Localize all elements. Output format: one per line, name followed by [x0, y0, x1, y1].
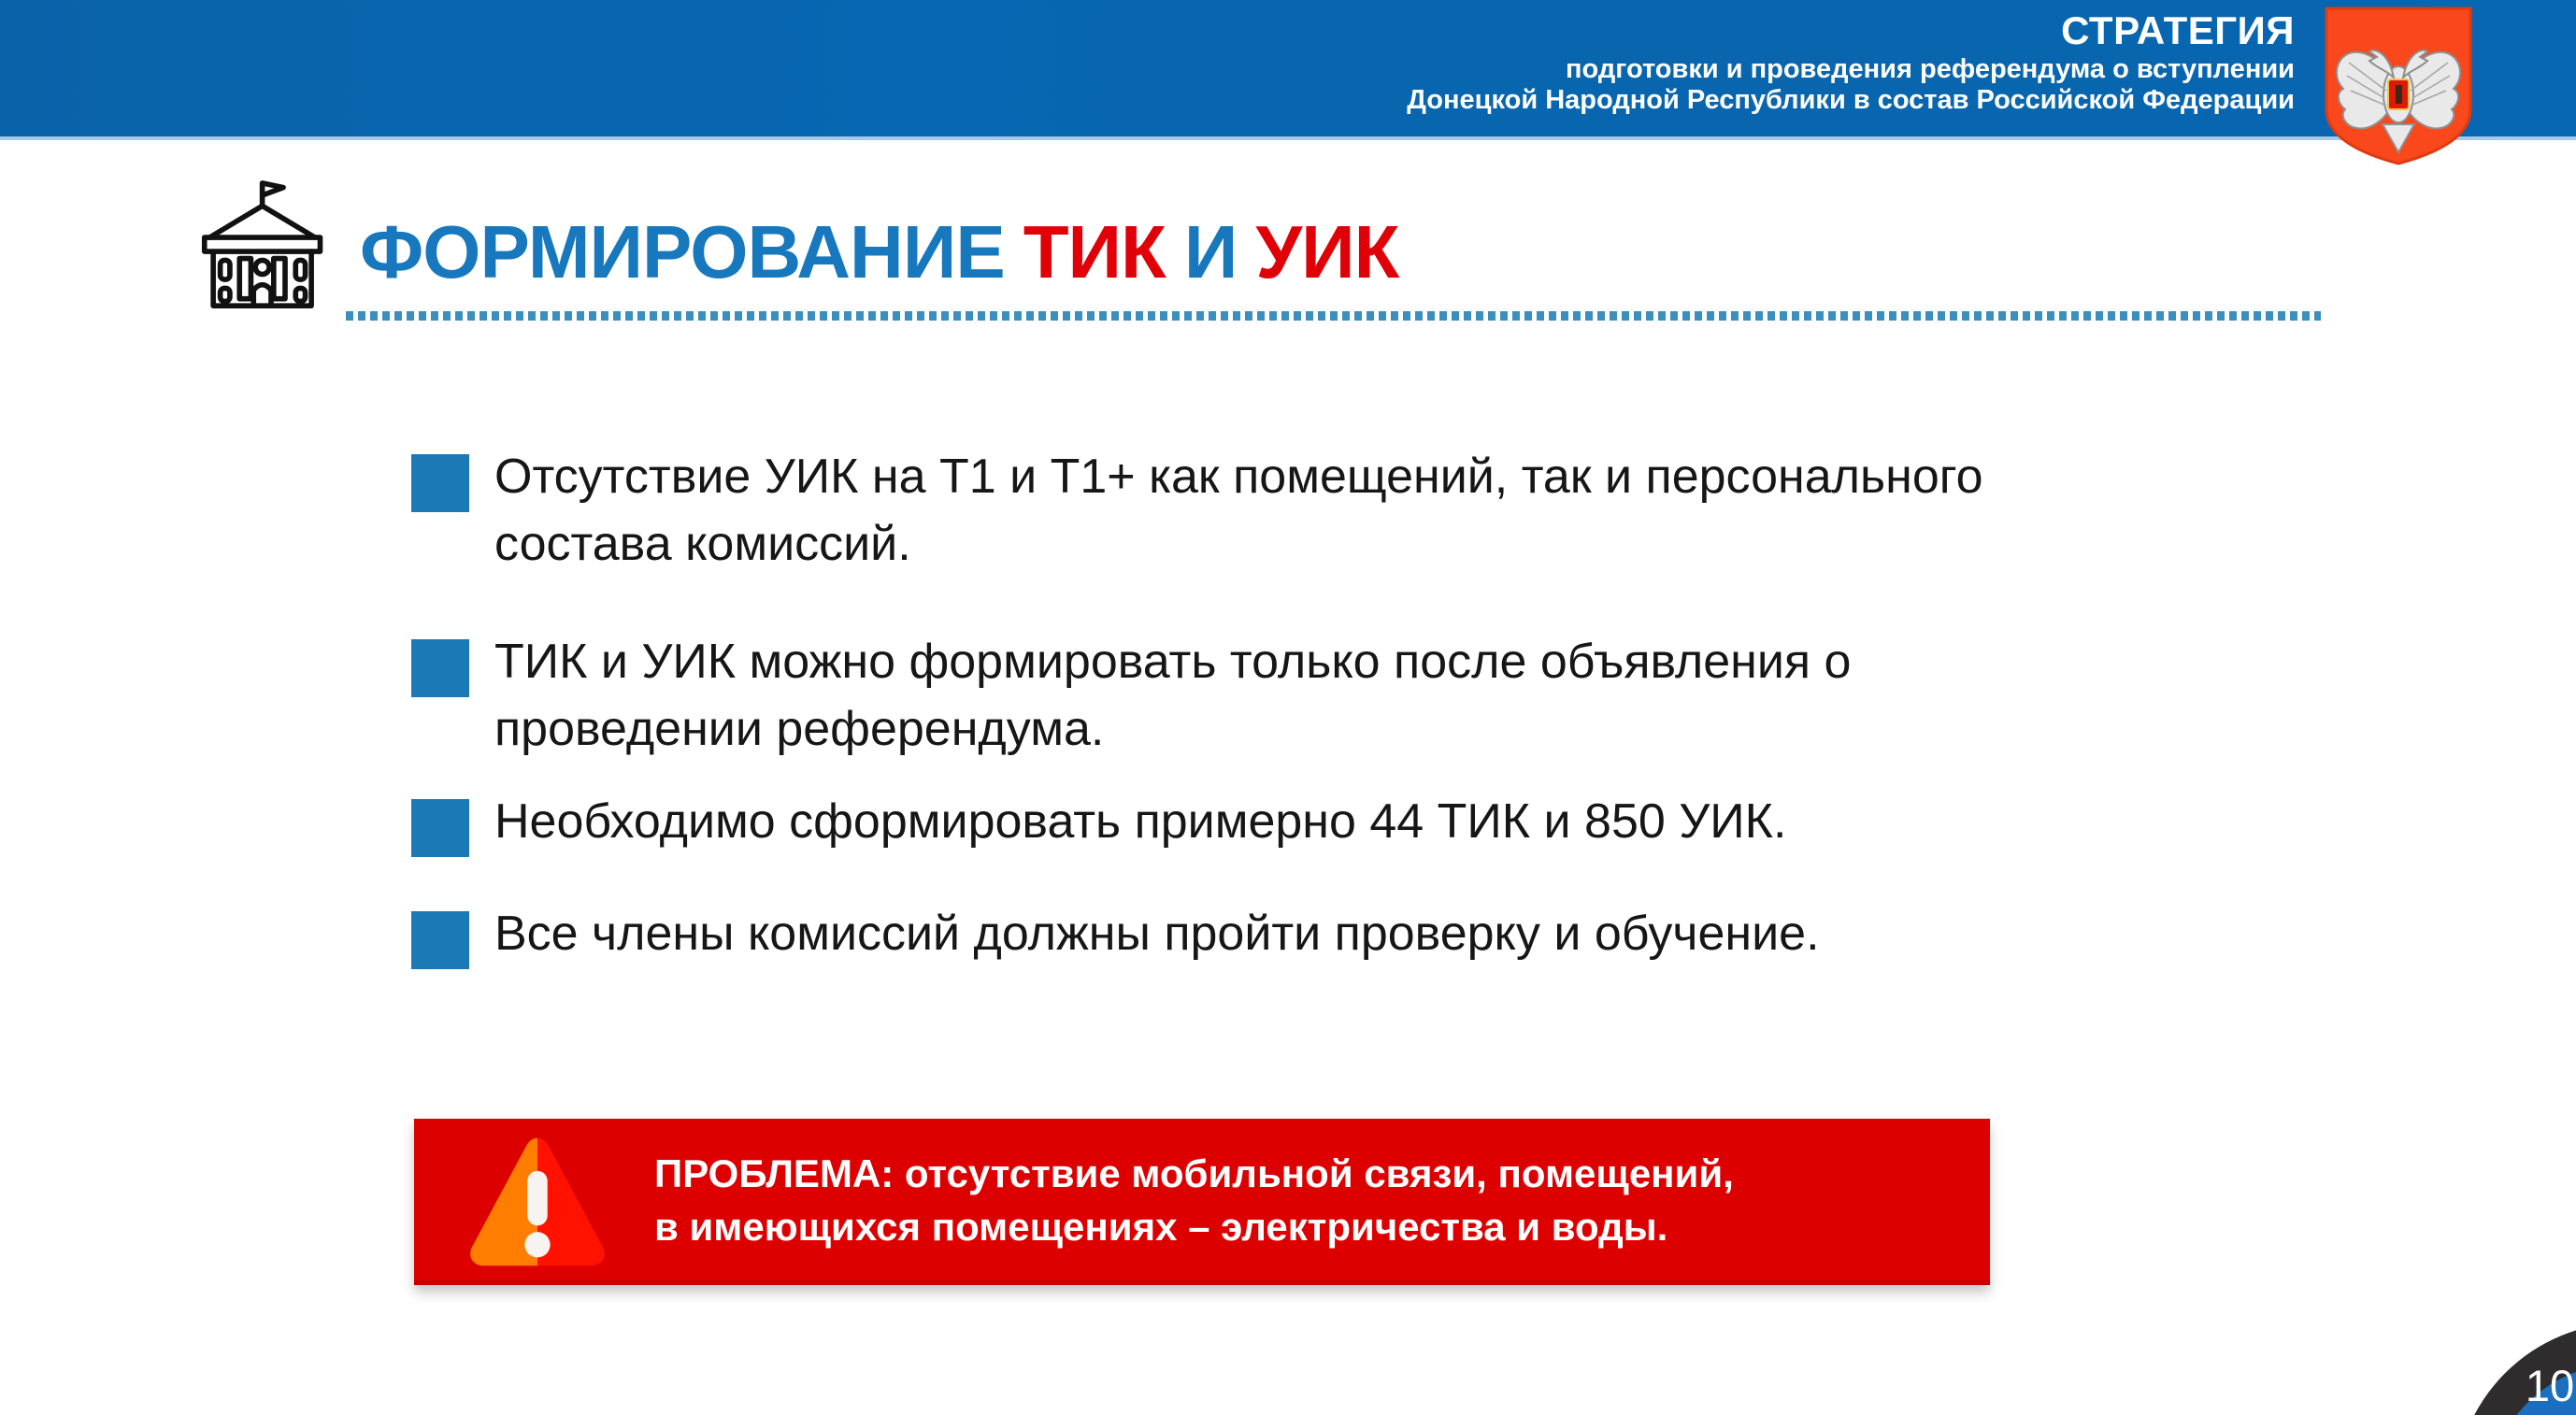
- problem-line-1: ПРОБЛЕМА: отсутствие мобильной связи, помещений,: [654, 1151, 1734, 1195]
- title-dotted-underline: [346, 311, 2321, 321]
- bullet-item-4: [411, 907, 1820, 969]
- problem-line-2: в имеющихся помещениях – электричества и воды.: [654, 1204, 1668, 1249]
- bullet-square-icon: [411, 911, 469, 969]
- problem-banner: [414, 1119, 1990, 1285]
- bullet-item-3: [411, 794, 1787, 857]
- problem-banner-text: [654, 1147, 1734, 1253]
- bullet-4-line-1: Все члены комиссий должны пройти проверку и обучение.: [494, 907, 1820, 961]
- slide-title: [360, 209, 1398, 295]
- warning-triangle-icon: [465, 1129, 610, 1275]
- slide-title-word-4: УИК: [1255, 210, 1399, 293]
- strategy-subtitle-line1: подготовки и проведения референдума о вступлении: [1566, 54, 2295, 84]
- bullet-text-4: [494, 900, 1820, 967]
- bullet-1-line-1: Отсутствие УИК на Т1 и Т1+ как помещений, так и персонального: [494, 450, 1983, 504]
- bullet-text-2: [494, 628, 1851, 763]
- bullet-3-line-1: Необходимо сформировать примерно 44 ТИК и 850 УИК.: [494, 794, 1787, 849]
- strategy-subtitle-line2: Донецкой Народной Республики в состав Российской Федерации: [1407, 85, 2295, 115]
- bullet-square-icon: [411, 454, 469, 512]
- slide-title-word-3: И: [1183, 210, 1238, 293]
- header-bar: [0, 0, 2576, 140]
- header-text-block: [1407, 7, 2295, 116]
- government-building-icon: [187, 170, 327, 320]
- dnr-coat-of-arms-icon: [2321, 5, 2476, 168]
- bullet-text-1: [494, 443, 1983, 578]
- bullet-square-icon: [411, 799, 469, 857]
- bullet-square-icon: [411, 639, 469, 697]
- bullet-text-3: [494, 788, 1786, 855]
- bullet-item-2: [411, 635, 1852, 763]
- bullet-2-line-2: проведении референдума.: [494, 702, 1105, 756]
- bullet-1-line-2: состава комиссий.: [494, 517, 911, 571]
- slide-title-word-1: ФОРМИРОВАНИЕ: [360, 210, 1005, 293]
- strategy-title: СТРАТЕГИЯ: [2061, 8, 2295, 52]
- bullet-2-line-1: ТИК и УИК можно формировать только после объявления о: [494, 635, 1852, 689]
- page-number: 10: [2525, 1361, 2575, 1410]
- bullet-item-1: [411, 450, 1983, 578]
- slide-title-word-2: ТИК: [1023, 210, 1166, 293]
